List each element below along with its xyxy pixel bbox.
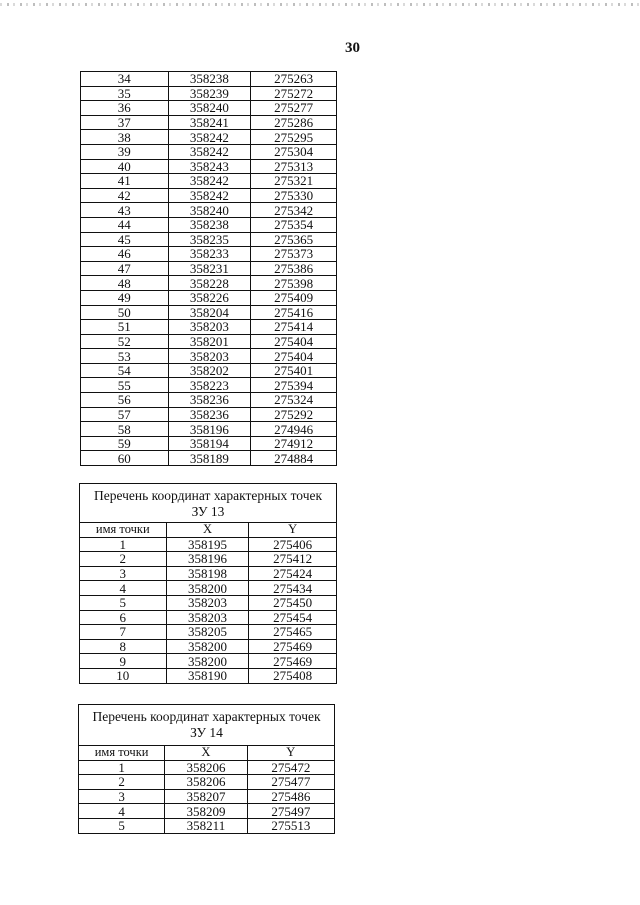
table-row (81, 174, 337, 189)
table-row (80, 654, 337, 669)
table-row (81, 363, 337, 378)
x-cell: 358211 (165, 818, 247, 833)
y-cell: 274946 (251, 422, 337, 437)
point-name-cell: 10 (80, 668, 167, 683)
x-cell: 358200 (166, 639, 249, 654)
table-row (81, 290, 337, 305)
y-cell: 275472 (247, 760, 334, 775)
point-name-cell: 9 (80, 654, 167, 669)
x-cell: 358235 (168, 232, 251, 247)
x-cell: 358239 (168, 86, 251, 101)
x-cell: 358236 (168, 407, 251, 422)
point-name-cell: 57 (81, 407, 169, 422)
zu14-header-point-name: имя точки (79, 746, 165, 761)
point-name-cell: 46 (81, 247, 169, 262)
zu14-header-x: X (165, 746, 247, 761)
point-name-cell: 4 (79, 804, 165, 819)
y-cell: 275416 (251, 305, 337, 320)
x-cell: 358203 (166, 595, 249, 610)
y-cell: 275477 (247, 775, 334, 790)
point-name-cell: 43 (81, 203, 169, 218)
x-cell: 358195 (166, 537, 249, 552)
table-row (81, 72, 337, 87)
table-row (81, 247, 337, 262)
point-name-cell: 3 (79, 789, 165, 804)
y-cell: 275469 (249, 654, 337, 669)
point-name-cell: 8 (80, 639, 167, 654)
table-row (80, 625, 337, 640)
zu14-caption (78, 704, 335, 745)
x-cell: 358198 (166, 566, 249, 581)
y-cell: 275497 (247, 804, 334, 819)
point-name-cell: 4 (80, 581, 167, 596)
y-cell: 275324 (251, 393, 337, 408)
point-name-cell: 37 (81, 115, 169, 130)
point-name-cell: 55 (81, 378, 169, 393)
y-cell: 275286 (251, 115, 337, 130)
y-cell: 275450 (249, 595, 337, 610)
zu13-header-x: X (166, 523, 249, 538)
x-cell: 358196 (168, 422, 251, 437)
point-name-cell: 1 (80, 537, 167, 552)
point-name-cell: 52 (81, 334, 169, 349)
x-cell: 358200 (166, 654, 249, 669)
table-row (81, 188, 337, 203)
y-cell: 275412 (249, 552, 337, 567)
y-cell: 275386 (251, 261, 337, 276)
point-name-cell: 44 (81, 217, 169, 232)
table-row (81, 378, 337, 393)
point-name-cell: 49 (81, 290, 169, 305)
table-row (81, 203, 337, 218)
y-cell: 275342 (251, 203, 337, 218)
x-cell: 358241 (168, 115, 251, 130)
x-cell: 358243 (168, 159, 251, 174)
zu13-header-point-name: имя точки (80, 523, 167, 538)
y-cell: 275454 (249, 610, 337, 625)
table-row (81, 159, 337, 174)
y-cell: 275272 (251, 86, 337, 101)
point-name-cell: 51 (81, 320, 169, 335)
table-row (81, 115, 337, 130)
x-cell: 358203 (168, 349, 251, 364)
table-row (80, 668, 337, 683)
zu13-header-row (80, 523, 337, 538)
x-cell: 358190 (166, 668, 249, 683)
y-cell: 274884 (251, 451, 337, 466)
x-cell: 358206 (165, 775, 247, 790)
y-cell: 275365 (251, 232, 337, 247)
x-cell: 358202 (168, 363, 251, 378)
point-name-cell: 54 (81, 363, 169, 378)
point-name-cell: 60 (81, 451, 169, 466)
point-name-cell: 56 (81, 393, 169, 408)
y-cell: 275313 (251, 159, 337, 174)
scan-artifact-top-edge (0, 0, 640, 14)
point-name-cell: 53 (81, 349, 169, 364)
table-row (81, 86, 337, 101)
y-cell: 275404 (251, 334, 337, 349)
point-name-cell: 2 (80, 552, 167, 567)
zu14-title: Перечень координат характерных точек (92, 709, 321, 724)
x-cell: 358242 (168, 130, 251, 145)
x-cell: 358201 (168, 334, 251, 349)
y-cell: 275406 (249, 537, 337, 552)
table-row (81, 451, 337, 466)
table-row (79, 775, 335, 790)
point-name-cell: 48 (81, 276, 169, 291)
y-cell: 275409 (251, 290, 337, 305)
table-row (79, 804, 335, 819)
zu13-subtitle: ЗУ 13 (191, 504, 225, 519)
y-cell: 275401 (251, 363, 337, 378)
zu13-header-y: Y (249, 523, 337, 538)
point-name-cell: 5 (79, 818, 165, 833)
x-cell: 358207 (165, 789, 247, 804)
table-row (79, 760, 335, 775)
x-cell: 358242 (168, 188, 251, 203)
table-row (81, 144, 337, 159)
zu14-header-y: Y (247, 746, 334, 761)
point-name-cell: 36 (81, 101, 169, 116)
x-cell: 358189 (168, 451, 251, 466)
table-row (80, 639, 337, 654)
zu14-subtitle: ЗУ 14 (190, 725, 223, 740)
y-cell: 275408 (249, 668, 337, 683)
point-name-cell: 38 (81, 130, 169, 145)
table-row (81, 407, 337, 422)
table-row (79, 789, 335, 804)
x-cell: 358223 (168, 378, 251, 393)
x-cell: 358236 (168, 393, 251, 408)
y-cell: 275354 (251, 217, 337, 232)
y-cell: 275321 (251, 174, 337, 189)
x-cell: 358240 (168, 101, 251, 116)
y-cell: 275414 (251, 320, 337, 335)
table-row (79, 818, 335, 833)
zu13-caption (79, 483, 337, 522)
zu14-coordinates-table (78, 745, 335, 834)
x-cell: 358231 (168, 261, 251, 276)
point-name-cell: 58 (81, 422, 169, 437)
point-name-cell: 6 (80, 610, 167, 625)
y-cell: 275404 (251, 349, 337, 364)
point-name-cell: 7 (80, 625, 167, 640)
point-name-cell: 42 (81, 188, 169, 203)
y-cell: 275486 (247, 789, 334, 804)
point-name-cell: 3 (80, 566, 167, 581)
point-name-cell: 2 (79, 775, 165, 790)
table-row (80, 610, 337, 625)
x-cell: 358242 (168, 144, 251, 159)
table-row (81, 422, 337, 437)
page-number: 30 (345, 40, 360, 56)
x-cell: 358203 (168, 320, 251, 335)
point-name-cell: 50 (81, 305, 169, 320)
table-row (81, 320, 337, 335)
y-cell: 275465 (249, 625, 337, 640)
y-cell: 275434 (249, 581, 337, 596)
x-cell: 358206 (165, 760, 247, 775)
y-cell: 275330 (251, 188, 337, 203)
table-row (81, 232, 337, 247)
x-cell: 358196 (166, 552, 249, 567)
y-cell: 275295 (251, 130, 337, 145)
x-cell: 358233 (168, 247, 251, 262)
point-name-cell: 59 (81, 436, 169, 451)
table-row (81, 130, 337, 145)
x-cell: 358240 (168, 203, 251, 218)
point-name-cell: 35 (81, 86, 169, 101)
table-row (80, 552, 337, 567)
zu13-table-body (80, 537, 337, 683)
coordinates-table-continued-body (81, 72, 337, 466)
y-cell: 274912 (251, 436, 337, 451)
point-name-cell: 5 (80, 595, 167, 610)
y-cell: 275513 (247, 818, 334, 833)
table-row (81, 436, 337, 451)
table-row (81, 101, 337, 116)
point-name-cell: 41 (81, 174, 169, 189)
y-cell: 275304 (251, 144, 337, 159)
x-cell: 358194 (168, 436, 251, 451)
x-cell: 358238 (168, 72, 251, 87)
x-cell: 358209 (165, 804, 247, 819)
x-cell: 358205 (166, 625, 249, 640)
zu13-title: Перечень координат характерных точек (93, 488, 323, 503)
table-row (80, 595, 337, 610)
x-cell: 358200 (166, 581, 249, 596)
y-cell: 275398 (251, 276, 337, 291)
x-cell: 358203 (166, 610, 249, 625)
zu14-header-row (79, 746, 335, 761)
table-row (81, 305, 337, 320)
point-name-cell: 39 (81, 144, 169, 159)
y-cell: 275277 (251, 101, 337, 116)
point-name-cell: 40 (81, 159, 169, 174)
table-row (81, 276, 337, 291)
zu13-coordinates-table (79, 522, 337, 684)
y-cell: 275469 (249, 639, 337, 654)
x-cell: 358242 (168, 174, 251, 189)
point-name-cell: 45 (81, 232, 169, 247)
table-row (81, 349, 337, 364)
x-cell: 358238 (168, 217, 251, 232)
point-name-cell: 34 (81, 72, 169, 87)
x-cell: 358226 (168, 290, 251, 305)
y-cell: 275292 (251, 407, 337, 422)
coordinates-table-continued (80, 71, 337, 466)
point-name-cell: 1 (79, 760, 165, 775)
table-row (81, 334, 337, 349)
zu14-table-body (79, 760, 335, 833)
table-row (81, 217, 337, 232)
y-cell: 275394 (251, 378, 337, 393)
point-name-cell: 47 (81, 261, 169, 276)
table-row (81, 261, 337, 276)
table-row (81, 393, 337, 408)
y-cell: 275424 (249, 566, 337, 581)
table-row (80, 581, 337, 596)
x-cell: 358228 (168, 276, 251, 291)
table-row (80, 537, 337, 552)
y-cell: 275263 (251, 72, 337, 87)
x-cell: 358204 (168, 305, 251, 320)
table-row (80, 566, 337, 581)
y-cell: 275373 (251, 247, 337, 262)
